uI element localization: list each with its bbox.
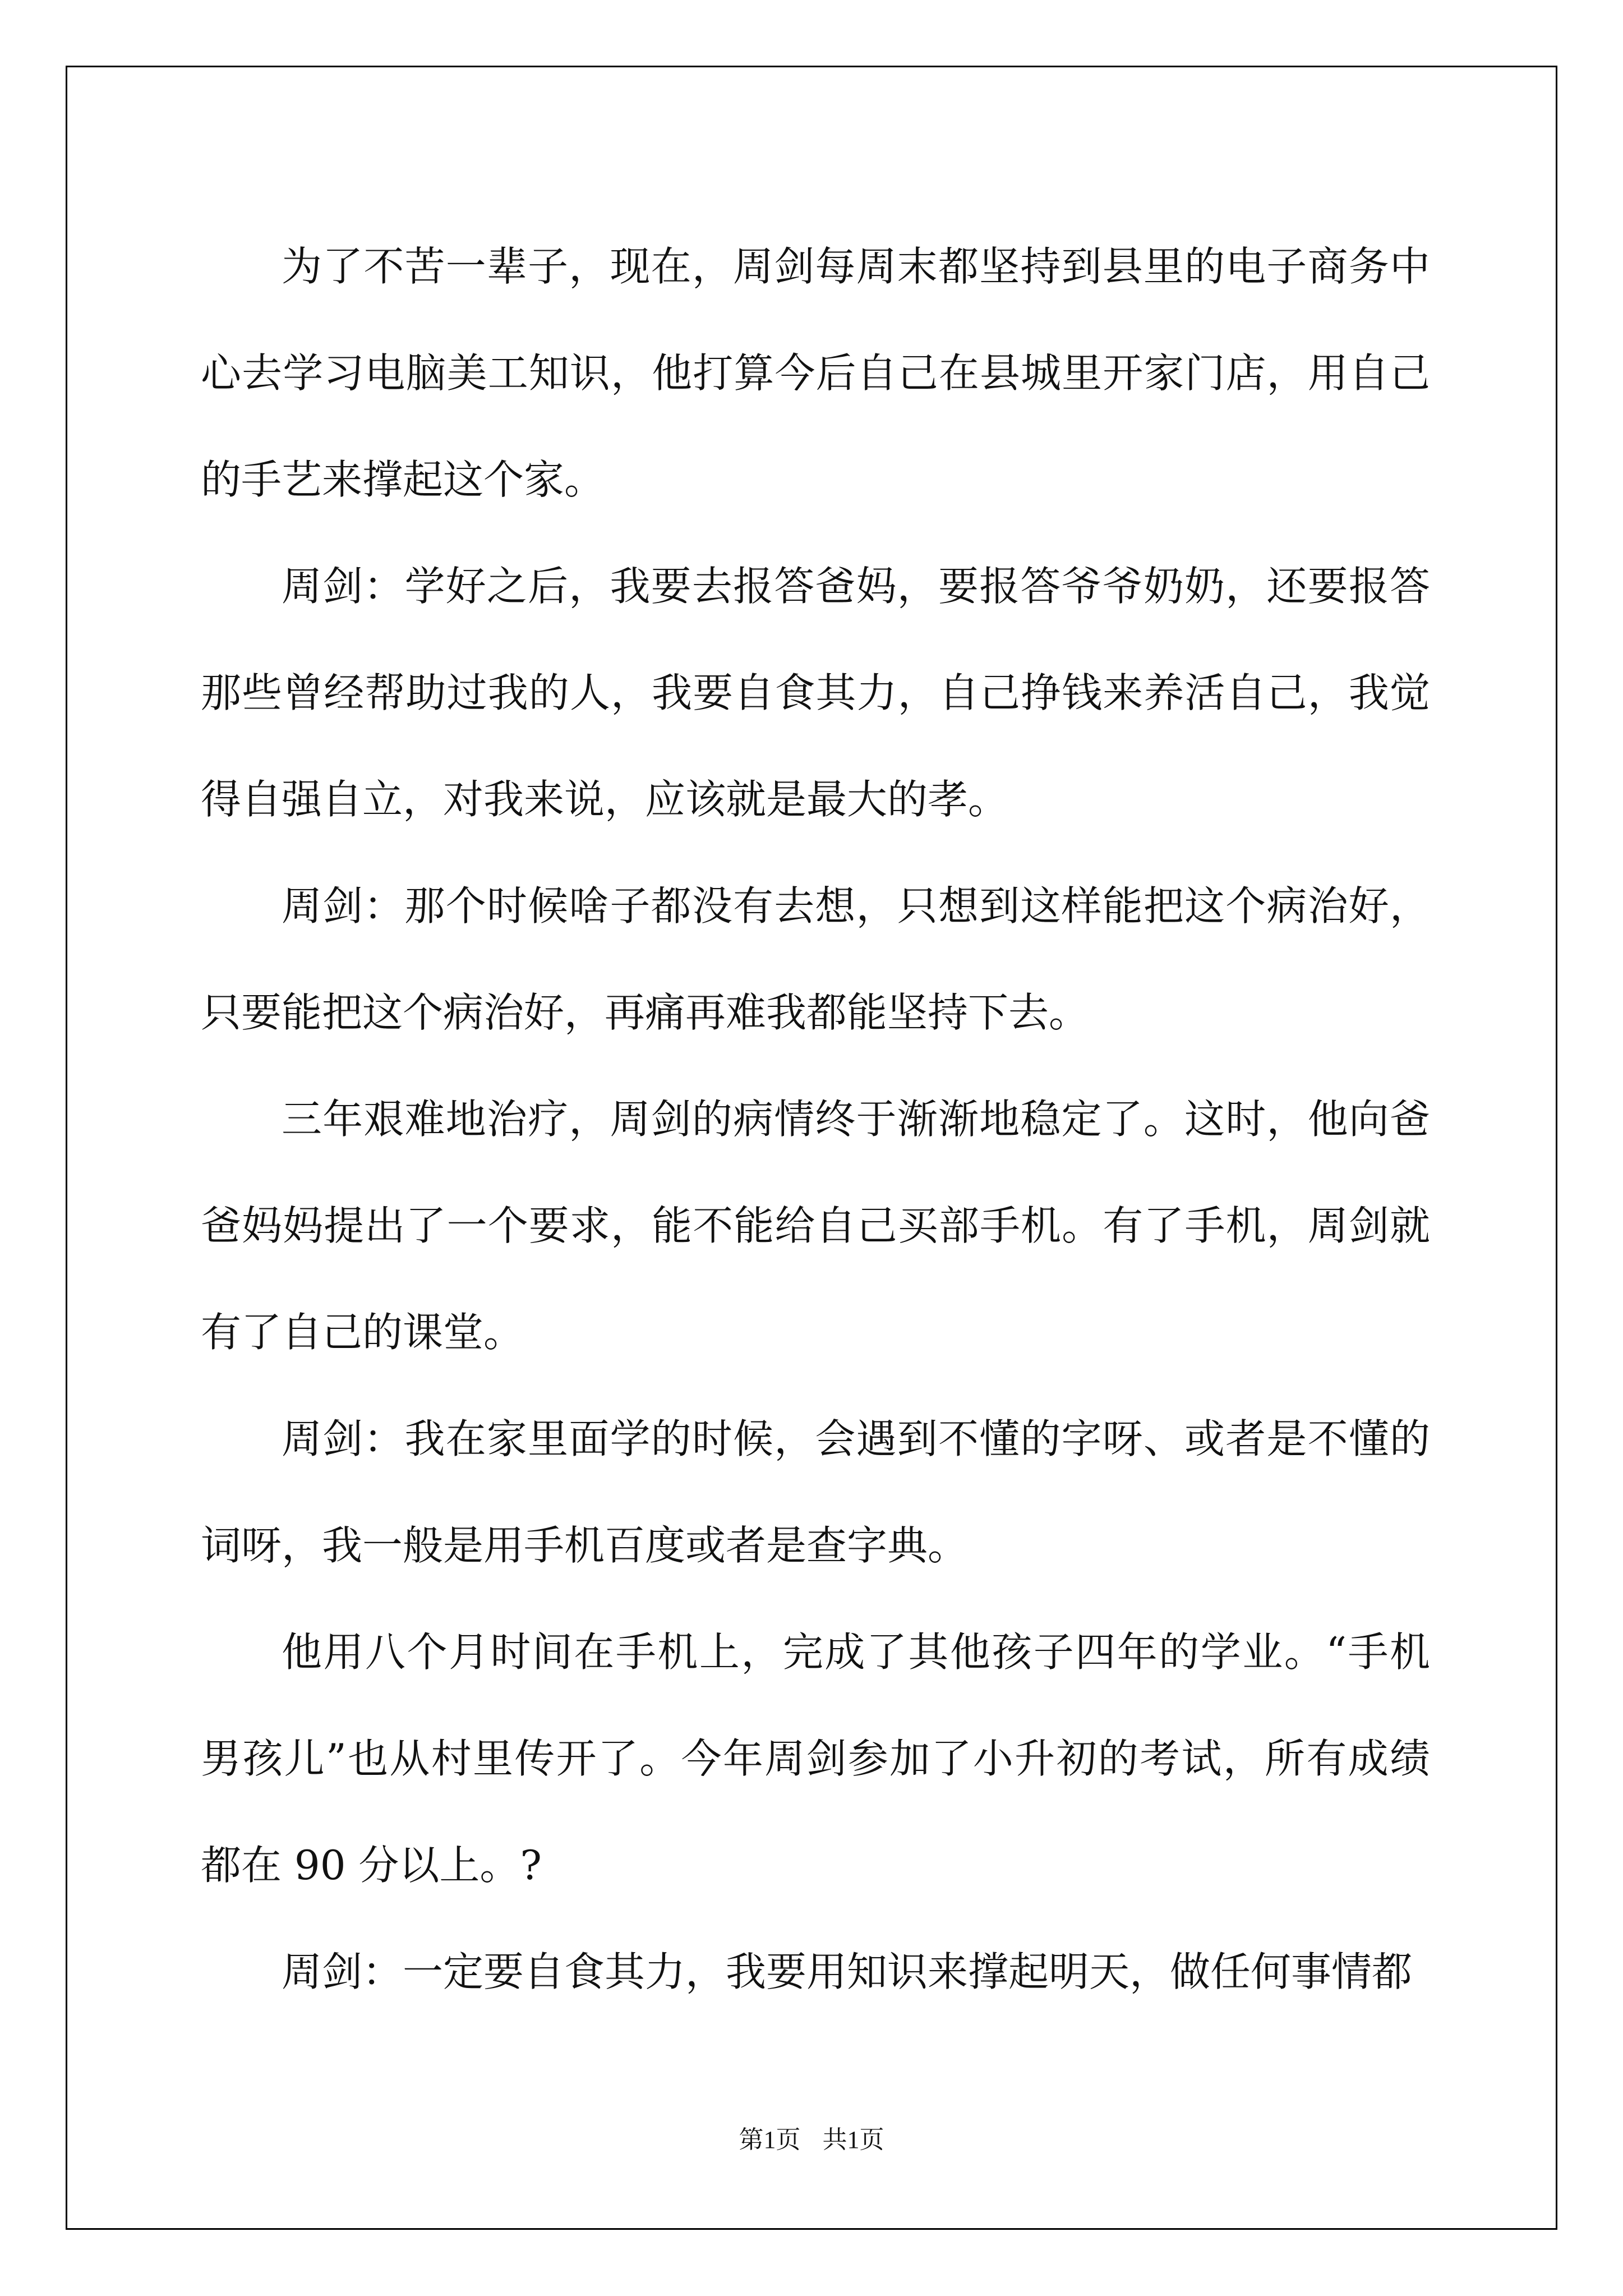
paragraph-2: 周剑：学好之后，我要去报答爸妈，要报答爷爷奶奶，还要报答那些曾经帮助过我的人，我要自食其力，自己挣钱来养活自己，我觉得自强自立，对我来说，应该就是最大的孝。 [201, 563, 1430, 823]
paragraph-7: 周剑：一定要自食其力，我要用知识来撑起明天，做任何事情都 [282, 1948, 1413, 1995]
paragraph-6: 他用八个月时间在手机上，完成了其他孩子四年的学业。“手机男孩儿”也从村里传开了。今年周剑参加了小升初的考试，所有成绩都在 90 分以上。? [201, 1628, 1430, 1889]
document-body [201, 213, 1430, 2025]
paragraph-3: 周剑：那个时候啥子都没有去想，只想到这样能把这个病治好，只要能把这个病治好，再痛再难我都能坚持下去。 [201, 882, 1430, 1036]
paragraph-5: 周剑：我在家里面学的时候，会遇到不懂的字呀、或者是不懂的词呀，我一般是用手机百度或者是查字典。 [201, 1415, 1430, 1569]
page-number: 第1页 [739, 2126, 801, 2154]
page-total: 共1页 [822, 2126, 884, 2154]
paragraph-1: 为了不苦一辈子，现在，周剑每周末都坚持到县里的电子商务中心去学习电脑美工知识，他打算今后自己在县城里开家门店，用自己的手艺来撑起这个家。 [201, 243, 1430, 503]
page-footer [0, 2123, 1623, 2157]
paragraph-4: 三年艰难地治疗，周剑的病情终于渐渐地稳定了。这时，他向爸爸妈妈提出了一个要求，能不能给自己买部手机。有了手机，周剑就有了自己的课堂。 [201, 1096, 1430, 1356]
